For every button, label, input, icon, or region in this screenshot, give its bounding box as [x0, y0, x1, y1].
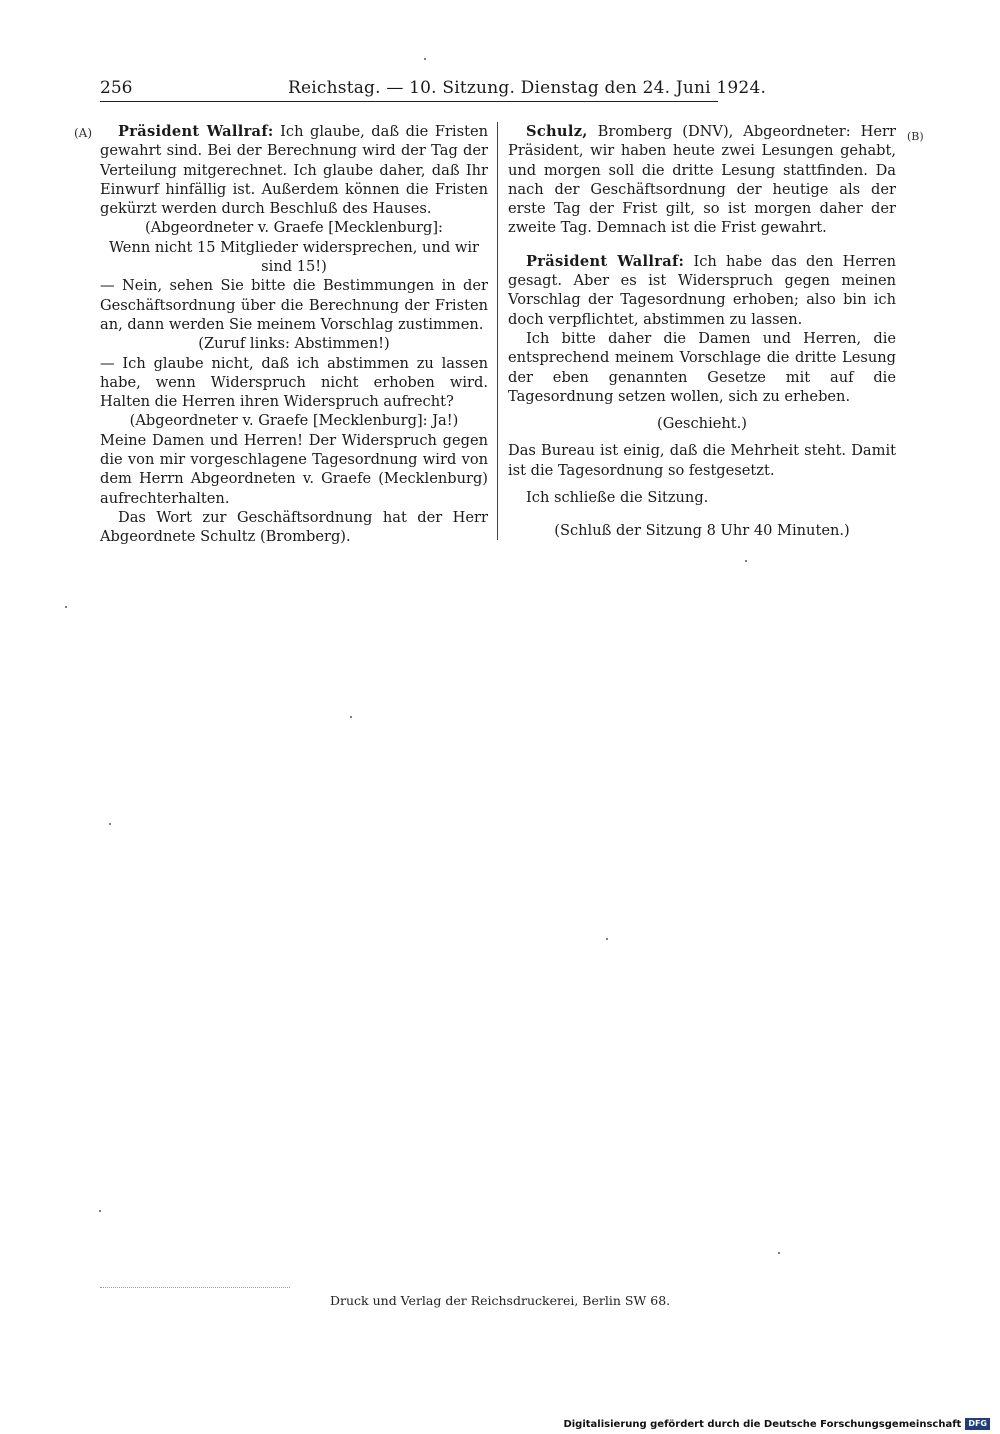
dfg-logo: DFG	[965, 1418, 990, 1430]
header-rule	[100, 101, 718, 102]
paragraph: Ich schließe die Sitzung.	[526, 489, 709, 507]
right-column	[508, 122, 896, 541]
session-close-note: (Schluß der Sitzung 8 Uhr 40 Minuten.)	[554, 522, 850, 540]
speech-text: Bromberg (DNV), Abgeordneter: Herr Präsident, wir haben heute zwei Lesungen gehabt, und morgen soll die dritte Lesung stattfinden. Da nach der Geschäftsordnung der heutige als der erste Tag der Frist gilt, so ist morgen daher der zweite Tag. Demnach ist die Frist gewahrt.	[508, 123, 896, 237]
left-column	[100, 122, 488, 547]
interjection: (Geschieht.)	[657, 415, 747, 433]
credit-text: Digitalisierung gefördert durch die Deutsche Forschungsgemeinschaft	[563, 1418, 962, 1430]
speech-text: Ich glaube, daß die Fristen gewahrt sind. Bei der Berechnung wird der Tag der Verteilung mitgerechnet. Ich glaube daher, daß Ihr Einwurf hinfällig ist. Außerdem können die Fristen gekürzt werden durch Beschluß des Hauses.	[100, 123, 488, 218]
margin-marker-right: (B)	[907, 130, 924, 143]
paragraph: Meine Damen und Herren! Der Widerspruch gegen die von mir vorgeschlagene Tagesordnung wird von dem Herrn Abgeordneten v. Graefe (Mecklenburg) aufrechterhalten.	[100, 431, 488, 507]
running-title: Reichstag. — 10. Sitzung. Dienstag den 24. Juni 1924.	[288, 78, 767, 98]
scan-speck	[99, 1210, 101, 1212]
column-divider	[497, 122, 498, 540]
interjection: Wenn nicht 15 Mitglieder widersprechen, und wir sind 15!)	[109, 238, 479, 276]
paragraph: Ich bitte daher die Damen und Herren, die entsprechend meinem Vorschlage die dritte Lesung der eben genannten Gesetze mit auf die Tagesordnung setzen wollen, sich zu erheben.	[508, 329, 896, 405]
interjection: (Abgeordneter v. Graefe [Mecklenburg]:	[145, 219, 443, 237]
footer-rule	[100, 1287, 290, 1288]
page-number: 256	[100, 78, 133, 98]
paragraph: — Ich glaube nicht, daß ich abstimmen zu lassen habe, wenn Widerspruch nicht erhoben wird. Halten die Herren ihren Widerspruch aufrecht?	[100, 354, 488, 411]
speaker-name: Präsident Wallraf:	[526, 252, 685, 270]
margin-marker-left: (A)	[74, 126, 93, 140]
paragraph	[508, 252, 896, 329]
dfg-credit	[563, 1418, 990, 1430]
paragraph: Das Wort zur Geschäftsordnung hat der Herr Abgeordnete Schultz (Bromberg).	[100, 508, 488, 546]
scan-speck	[745, 560, 747, 562]
interjection: (Abgeordneter v. Graefe [Mecklenburg]: Ja!)	[129, 412, 459, 430]
scan-speck	[606, 938, 608, 940]
speaker-name: Präsident Wallraf:	[118, 123, 274, 140]
scan-speck	[778, 1252, 780, 1254]
scan-speck	[350, 716, 352, 718]
imprint: Druck und Verlag der Reichsdruckerei, Berlin SW 68.	[330, 1293, 671, 1308]
scan-speck	[65, 606, 67, 608]
scan-speck	[424, 58, 426, 60]
paragraph	[100, 122, 488, 218]
paragraph: — Nein, sehen Sie bitte die Bestimmungen in der Geschäftsordnung über die Berechnung der Fristen an, dann werden Sie meinem Vorschlag zustimmen.	[100, 277, 488, 333]
paragraph	[508, 122, 896, 238]
speech-text: Ich habe das den Herren gesagt. Aber es ist Widerspruch gegen meinen Vorschlag der Tagesordnung erhoben; also bin ich doch verpflichtet, abstimmen zu lassen.	[508, 252, 896, 328]
interjection: (Zuruf links: Abstimmen!)	[198, 335, 390, 353]
scan-speck	[109, 823, 111, 825]
speaker-name: Schulz,	[526, 123, 588, 140]
paragraph: Das Bureau ist einig, daß die Mehrheit steht. Damit ist die Tagesordnung so festgesetzt.	[508, 442, 896, 479]
